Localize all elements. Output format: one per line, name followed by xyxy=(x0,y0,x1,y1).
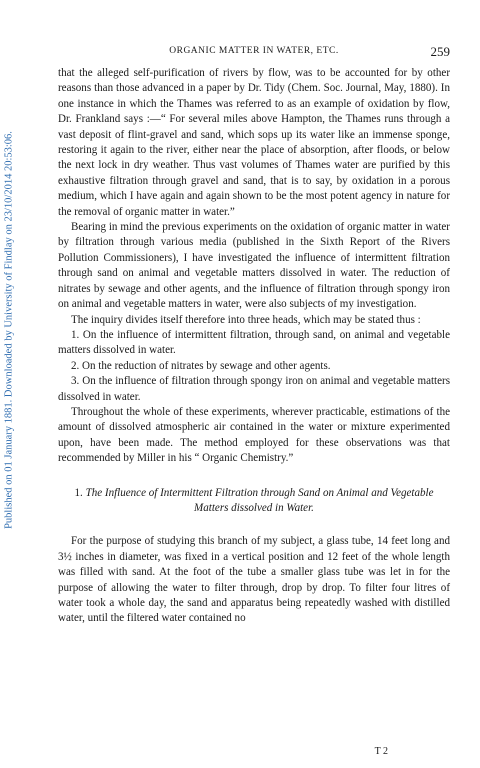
paragraph-continuation: that the alleged self-purification of rivers by flow, was to be accounted for by other reasons than those advanced in a paper by Dr. Tidy (Chem. Soc. Journal, May, 1880). In one instance in which the Thames was referred to as an example of oxidation by flow, Dr. Frankland says :—“ For several miles above Hampton, the Thames runs through a vast deposit of flint-gravel and sand, which sops up its water like an immense sponge, restoring it again to the river, either near the place of absorption, after floods, or below the next lock in dry weather. Thus vast volumes of Thames water are purified by this exhaustive filtration through gravel and sand, that is to say, by oxidation in a porous medium, which I have again and again shown to be the most potent agency in nature for the removal of organic matter in water.” xyxy=(58,67,450,218)
paragraph-inquiry-heads: The inquiry divides itself therefore into three heads, which may be stated thus : xyxy=(71,313,421,326)
section-title: The Influence of Intermittent Filtration through Sand on Animal and Vegetable Matters dissolved in Water. xyxy=(85,486,434,514)
list-item-intermittent-filtration: 1. On the influence of intermittent filtration, through sand, on animal and vegetable matters dissolved in water. xyxy=(58,328,450,357)
paragraph-glass-tube: For the purpose of studying this branch of my subject, a glass tube, 14 feet long and 3½ inches in diameter, was fixed in a vertical position and 12 feet of the whole length was filled with sand. At the foot of the tube a smaller glass tube was let in for the purpose of allowing the water to filter through, drop by drop. To filter four litres of water took a whole day, the sand and apparatus being repeatedly washed with distilled water, until the filtered water contained no xyxy=(58,535,450,625)
page-number: 259 xyxy=(430,44,450,59)
page-header xyxy=(58,46,450,60)
list-item-reduction-of-nitrates: 2. On the reduction of nitrates by sewage and other agents. xyxy=(71,359,331,372)
signature-mark xyxy=(58,746,450,764)
body-text xyxy=(58,66,450,627)
section-number: 1. xyxy=(74,486,83,499)
paragraph-bearing-in-mind: Bearing in mind the previous experiments on the oxidation of organic matter in water by filtration through various media (published in the Sixth Report of the Rivers Pollution Commissioners), I have investigated the influence of intermittent filtration through sand on animal and vegetable matters dissolved in water. The reduction of nitrates by sewage and other agents, and the influence of filtration through spongy iron on animal and vegetable matters in water, were also subjects of my investigation. xyxy=(58,221,450,311)
paragraph-dissolved-air: Throughout the whole of these experiments, wherever practicable, estimations of the amount of dissolved atmospheric air contained in the water or mixture experimented upon, have been made. The method employed for these observations was that recommended by Miller in his “ Organic Chemistry.” xyxy=(58,405,450,465)
section-heading xyxy=(58,486,450,517)
running-head: ORGANIC MATTER IN WATER, ETC. xyxy=(169,46,339,56)
download-watermark-text: Published on 01 January 1881. Downloaded by University of Findlay on 23/10/2014 20:53:06. xyxy=(3,131,15,529)
list-item-spongy-iron: 3. On the influence of filtration through spongy iron on animal and vegetable matters dissolved in water. xyxy=(58,375,450,403)
signature-mark-text: T 2 xyxy=(374,746,388,757)
download-watermark xyxy=(0,70,18,590)
